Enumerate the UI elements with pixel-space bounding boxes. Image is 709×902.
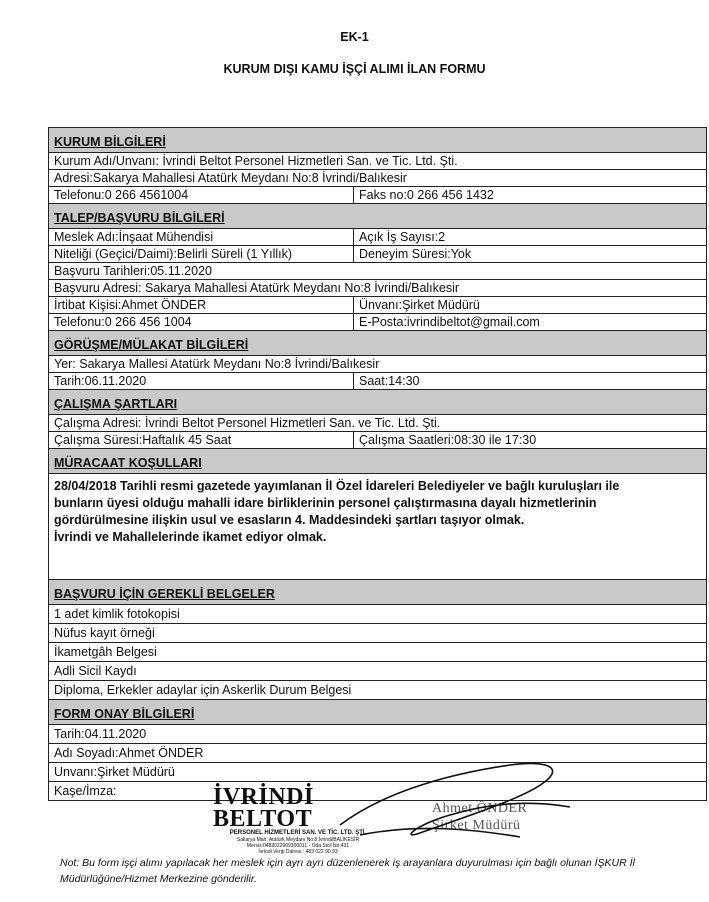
- form-row: [49, 373, 706, 390]
- stamp-line: İvrindi Vergi Dairesi : 483 022 90 93: [258, 849, 338, 855]
- section-header-kurum: [49, 128, 706, 153]
- form-row: [49, 246, 706, 263]
- document-item: [49, 681, 706, 700]
- form-row: [49, 280, 706, 297]
- interview-location: Yer: Sakarya Mallesi Atatürk Meydanı No:8 İvrindi/Balıkesir: [54, 357, 380, 371]
- form-row: [49, 263, 706, 280]
- contact-title: Ünvanı:Şirket Müdürü: [359, 298, 480, 312]
- form-row: [49, 153, 706, 170]
- document-item: [49, 605, 706, 624]
- interview-time: Saat:14:30: [359, 374, 420, 388]
- profession: Meslek Adı:İnşaat Mühendisi: [49, 229, 354, 245]
- contact-phone: Telefonu:0 266 456 1004: [49, 314, 354, 330]
- section-header-belgeler: [49, 580, 706, 605]
- form-row: [49, 415, 706, 432]
- section-header-onay: [49, 700, 706, 725]
- form-row: [49, 170, 706, 187]
- contact-person: İrtibat Kişisi:Ahmet ÖNDER: [49, 297, 354, 313]
- interview-date: Tarih:06.11.2020: [49, 373, 354, 389]
- institution-address: Adresi:Sakarya Mahallesi Atatürk Meydanı No:8 İvrindi/Balıkesir: [54, 171, 407, 185]
- document-label: Diploma, Erkekler adaylar için Askerlik Durum Belgesi: [54, 683, 352, 697]
- signature-title: Şirket Müdürü: [432, 818, 521, 833]
- form-row: [49, 314, 706, 331]
- section-title: MÜRACAAT KOŞULLARI: [54, 456, 202, 470]
- form-row: [49, 229, 706, 246]
- form-row: [49, 725, 706, 744]
- experience: Deneyim Süresi:Yok: [359, 247, 472, 261]
- work-duration: Çalışma Süresi:Haftalık 45 Saat: [49, 432, 354, 448]
- application-dates: Başvuru Tarihleri:05.11.2020: [54, 264, 212, 278]
- document-label: Adli Sicil Kaydı: [54, 664, 137, 678]
- signature-name: Ahmet ÖNDER: [432, 801, 528, 816]
- stamp-company-name: İVRİNDİ BELTOT: [213, 784, 314, 832]
- work-address: Çalışma Adresi: İvrindi Beltot Personel Hizmetleri San. ve Tic. Ltd. Şti.: [54, 416, 441, 430]
- stamp-line: Mersis:0483022909300011 - Oda Sicil No:431: [246, 843, 350, 849]
- application-address: Başvuru Adresi: Sakarya Mahallesi Atatürk Meydanı No:8 İvrindi/Balıkesir: [54, 281, 460, 295]
- document-item: [49, 624, 706, 643]
- annex-label: EK-1: [340, 30, 369, 44]
- approver-title: Unvanı:Şirket Müdürü: [54, 765, 175, 779]
- document-item: [49, 643, 706, 662]
- institution-name: Kurum Adı/Unvanı: İvrindi Beltot Personel Hizmetleri San. ve Tic. Ltd. Şti.: [54, 154, 458, 168]
- document-item: [49, 662, 706, 681]
- section-header-talep: [49, 204, 706, 229]
- section-title: GÖRÜŞME/MÜLAKAT BİLGİLERİ: [54, 338, 249, 352]
- condition-line: 28/04/2018 Tarihli resmi gazetede yayımlanan İl Özel İdareleri Belediyeler ve bağlı kuruluşları ile: [54, 479, 620, 493]
- work-hours: Çalışma Saatleri:08:30 ile 17:30: [359, 433, 537, 447]
- contact-email: E-Posta:ivrindibeltot@gmail.com: [359, 315, 540, 329]
- section-header-calisma: [49, 390, 706, 415]
- form-title: KURUM DIŞI KAMU İŞÇİ ALIMI İLAN FORMU: [223, 62, 486, 76]
- section-title: KURUM BİLGİLERİ: [54, 135, 166, 149]
- form-row: [49, 356, 706, 373]
- section-header-muracaat: [49, 449, 706, 474]
- section-title: BAŞVURU İÇİN GEREKLİ BELGELER: [54, 587, 275, 601]
- institution-fax: Faks no:0 266 456 1432: [359, 188, 494, 202]
- section-title: ÇALIŞMA ŞARTLARI: [54, 397, 178, 411]
- announcement-form: [48, 127, 707, 801]
- employment-type: Niteliği (Geçici/Daimi):Belirli Süreli (1 Yıllık): [49, 246, 354, 262]
- approval-date: Tarih:04.11.2020: [54, 727, 147, 741]
- section-header-gorusme: [49, 331, 706, 356]
- section-title: TALEP/BAŞVURU BİLGİLERİ: [54, 211, 225, 225]
- stamp-signature-label: Kaşe/İmza:: [54, 784, 117, 798]
- form-row: [49, 187, 706, 204]
- section-title: FORM ONAY BİLGİLERİ: [54, 707, 195, 721]
- condition-line: bunların üyesi olduğu mahalli idare birliklerinin personel çalıştırmasına dayalı hizmetlerinin: [54, 496, 597, 510]
- condition-line: İvrindi ve Mahallelerinde ikamet ediyor olmak.: [54, 530, 327, 544]
- document-label: İkametgâh Belgesi: [54, 645, 157, 659]
- approver-name: Adı Soyadı:Ahmet ÖNDER: [54, 746, 204, 760]
- stamp-line: PERSONEL HİZMETLERİ SAN. VE TİC. LTD. ŞTİ.: [229, 830, 367, 836]
- document-label: 1 adet kimlik fotokopisi: [54, 607, 180, 621]
- open-positions: Açık İş Sayısı:2: [359, 230, 446, 244]
- stamp-line: Sakarya Mah. Atatürk Meydanı No:8 İvrindi/BALIKESİR: [236, 837, 360, 843]
- institution-phone: Telefonu:0 266 4561004: [49, 187, 354, 203]
- signature-scribble: [320, 755, 590, 855]
- document-label: Nüfus kayıt örneği: [54, 626, 155, 640]
- footnote: Not: Bu form işçi alımı yapılacak her meslek için ayrı ayrı düzenlenerek iş arayanlara duyurulması için bağlı olunan İŞKUR İl Müdürlüğüne/Hizmet Merkezine gönderilir.: [60, 857, 635, 885]
- form-row: [49, 297, 706, 314]
- form-row: [49, 432, 706, 449]
- application-conditions: [49, 474, 706, 580]
- condition-line: gördürülmesine ilişkin usul ve esasların 4. Maddesindeki şartları taşıyor olmak.: [54, 513, 525, 527]
